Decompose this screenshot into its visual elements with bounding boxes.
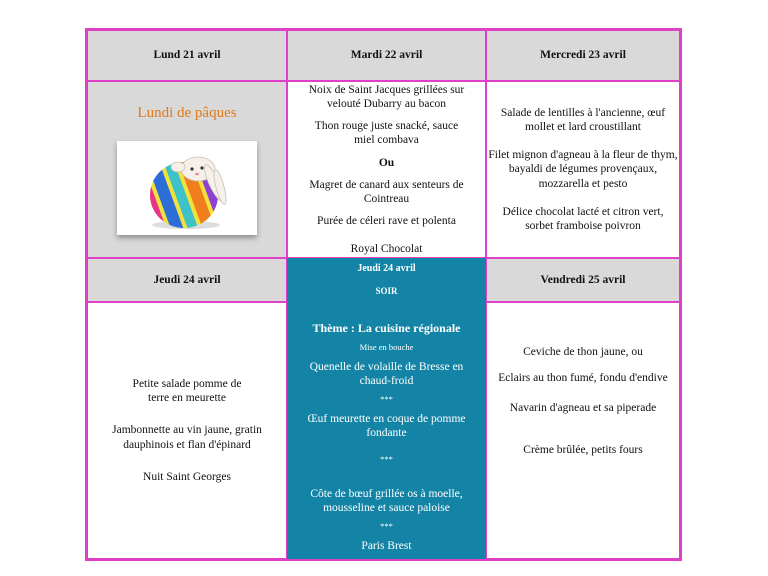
cell-friday [486, 302, 680, 559]
holiday-title: Lundi de pâques [137, 105, 237, 122]
separator: *** [380, 394, 393, 405]
menu-item: Côte de bœuf grillée os à moelle, mousseline et sauce paloise [310, 487, 463, 514]
cell-tuesday [287, 81, 486, 258]
easter-image [117, 141, 257, 235]
header-friday [486, 258, 680, 302]
menu-item: Thon rouge juste snacké, sauce miel combava [314, 120, 459, 147]
header-monday [87, 30, 287, 81]
menu-item: Salade de lentilles à l'ancienne, œuf mollet et lard croustillant [500, 107, 666, 134]
separator: *** [380, 454, 393, 465]
separator: *** [380, 520, 393, 531]
theme-title: Thème : La cuisine régionale [312, 321, 461, 335]
cell-wednesday [486, 81, 680, 258]
easter-bunny-egg-icon [132, 145, 242, 231]
menu-item: Purée de céleri rave et polenta [317, 214, 456, 227]
header-thursday [87, 258, 287, 302]
menu-item: Quenelle de volaille de Bresse en chaud-froid [309, 360, 464, 387]
header-thursday-evening [287, 258, 486, 302]
cell-monday [87, 81, 287, 258]
menu-item: Eclairs au thon fumé, fondu d'endive [498, 372, 668, 385]
menu-item: Ceviche de thon jaune, ou [523, 346, 643, 358]
menu-item: Navarin d'agneau et sa piperade [509, 402, 657, 415]
menu-item-or: Ou [378, 156, 395, 169]
menu-item: Jambonnette au vin jaune, gratin dauphinois et flan d'épinard [112, 424, 262, 451]
menu-item: Noix de Saint Jacques grillées sur velouté Dubarry au bacon [308, 84, 465, 111]
header-wednesday [486, 30, 680, 81]
cell-thursday [87, 302, 287, 559]
header-wednesday-label: Mercredi 23 avril [540, 49, 626, 62]
header-tuesday [287, 30, 486, 81]
menu-item: Royal Chocolat [350, 242, 423, 255]
menu-item: Filet mignon d'agneau à la fleur de thym, bayaldi de légumes provençaux, mozzarella et pesto [488, 149, 678, 190]
header-monday-label: Lund 21 avril [153, 49, 221, 62]
cell-thursday-evening [287, 302, 486, 559]
amuse-bouche-label: Mise en bouche [359, 341, 414, 352]
header-friday-label: Vendredi 25 avril [540, 273, 626, 286]
header-thursday-label: Jeudi 24 avril [153, 273, 221, 286]
menu-item: Nuit Saint Georges [143, 470, 231, 483]
header-thursday-evening-soir: SOIR [375, 285, 398, 296]
menu-item: Petite salade pomme de terre en meurette [132, 378, 242, 405]
header-thursday-evening-date: Jeudi 24 avril [357, 263, 416, 275]
menu-item: Paris Brest [361, 540, 412, 553]
menu-item: Œuf meurette en coque de pomme fondante [307, 413, 466, 440]
menu-grid [85, 28, 682, 561]
menu-item: Délice chocolat lacté et citron vert, sorbet framboise poivron [502, 205, 664, 232]
header-tuesday-label: Mardi 22 avril [350, 49, 423, 62]
menu-item: Crème brûlée, petits fours [523, 444, 643, 457]
menu-item: Magret de canard aux senteurs de Cointreau [309, 178, 464, 205]
